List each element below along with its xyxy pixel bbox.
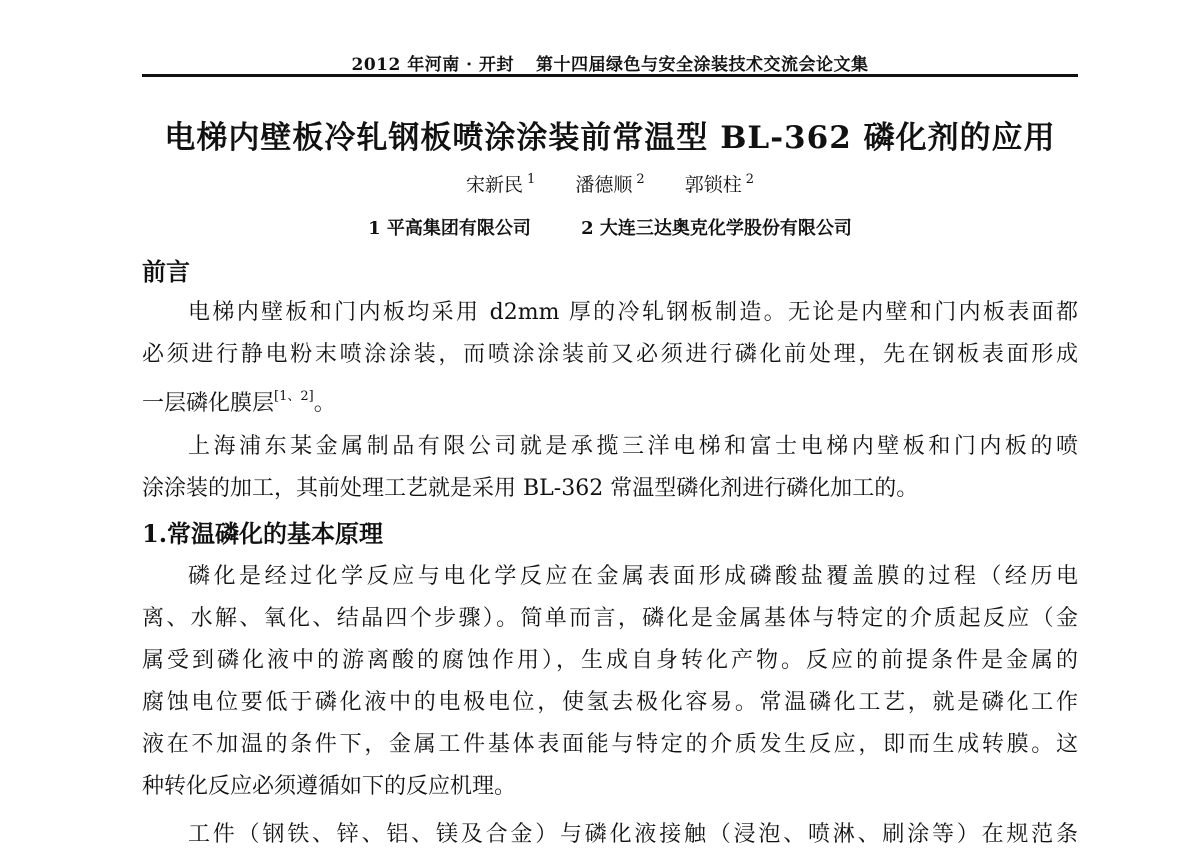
affiliation: 2 大连三达奥克化学股份有限公司 [581, 218, 852, 239]
paragraph-line: 腐蚀电位要低于磷化液中的电极电位，使氢去极化容易。常温磷化工艺，就是磷化工作 [142, 690, 1078, 715]
author-affiliation-mark: 2 [636, 172, 645, 187]
author-name: 潘德顺 [575, 174, 633, 196]
paragraph-line: 必须进行静电粉末喷涂涂装，而喷涂涂装前又必须进行磷化前处理，先在钢板表面形成 [142, 342, 1078, 367]
section-heading-1: 1.常温磷化的基本原理 [142, 519, 384, 548]
affiliation-list [142, 214, 1078, 240]
paragraph-line: 电梯内壁板和门内板均采用 d2mm 厚的冷轧钢板制造。无论是内壁和门内板表面都 [188, 300, 1078, 325]
author [466, 170, 535, 197]
paper-title: 电梯内壁板冷轧钢板喷涂涂装前常温型 BL-362 磷化剂的应用 [164, 120, 1056, 156]
paragraph-line: 液在不加温的条件下，金属工件基体表面能与特定的介质发生反应，即而生成转膜。这 [142, 732, 1078, 757]
paragraph-line: 涂涂装的加工，其前处理工艺就是采用 BL-362 常温型磷化剂进行磷化加工的。 [142, 476, 919, 501]
section-heading-preface: 前言 [142, 257, 190, 286]
author [575, 170, 644, 197]
paragraph-line: 磷化是经过化学反应与电化学反应在金属表面形成磷酸盐覆盖膜的过程（经历电 [188, 564, 1078, 589]
paragraph-line: 离、水解、氧化、结晶四个步骤）。简单而言，磷化是金属基体与特定的介质起反应（金 [142, 606, 1078, 631]
citation-ref: [1、2] [274, 389, 314, 404]
header-proceedings: 第十四届绿色与安全涂装技术交流会论文集 [536, 55, 869, 75]
paragraph-line [142, 382, 1078, 419]
paragraph-line: 属受到磷化液中的游离酸的腐蚀作用），生成自身转化产物。反应的前提条件是金属的 [142, 648, 1078, 673]
author-list [142, 170, 1078, 197]
paragraph-line: 种转化反应必须遵循如下的反应机理。 [142, 774, 517, 799]
author-affiliation-mark: 1 [527, 172, 536, 187]
author-affiliation-mark: 2 [745, 172, 754, 187]
paragraph-text: 。 [313, 391, 336, 416]
author-name: 宋新民 [466, 174, 524, 196]
paragraph-line: 上海浦东某金属制品有限公司就是承揽三洋电梯和富士电梯内壁板和门内板的喷 [188, 434, 1078, 459]
header-rule [142, 74, 1078, 77]
header-year-place: 2012 年河南 · 开封 [351, 55, 514, 75]
author-name: 郭锁柱 [684, 174, 742, 196]
affiliation: 1 平高集团有限公司 [368, 218, 531, 239]
author [685, 170, 754, 197]
paragraph-text: 一层磷化膜层 [142, 391, 275, 416]
running-header [142, 50, 1078, 75]
paragraph-line: 工件（钢铁、锌、铝、镁及合金）与磷化液接触（浸泡、喷淋、刷涂等）在规范条 [188, 822, 1078, 847]
